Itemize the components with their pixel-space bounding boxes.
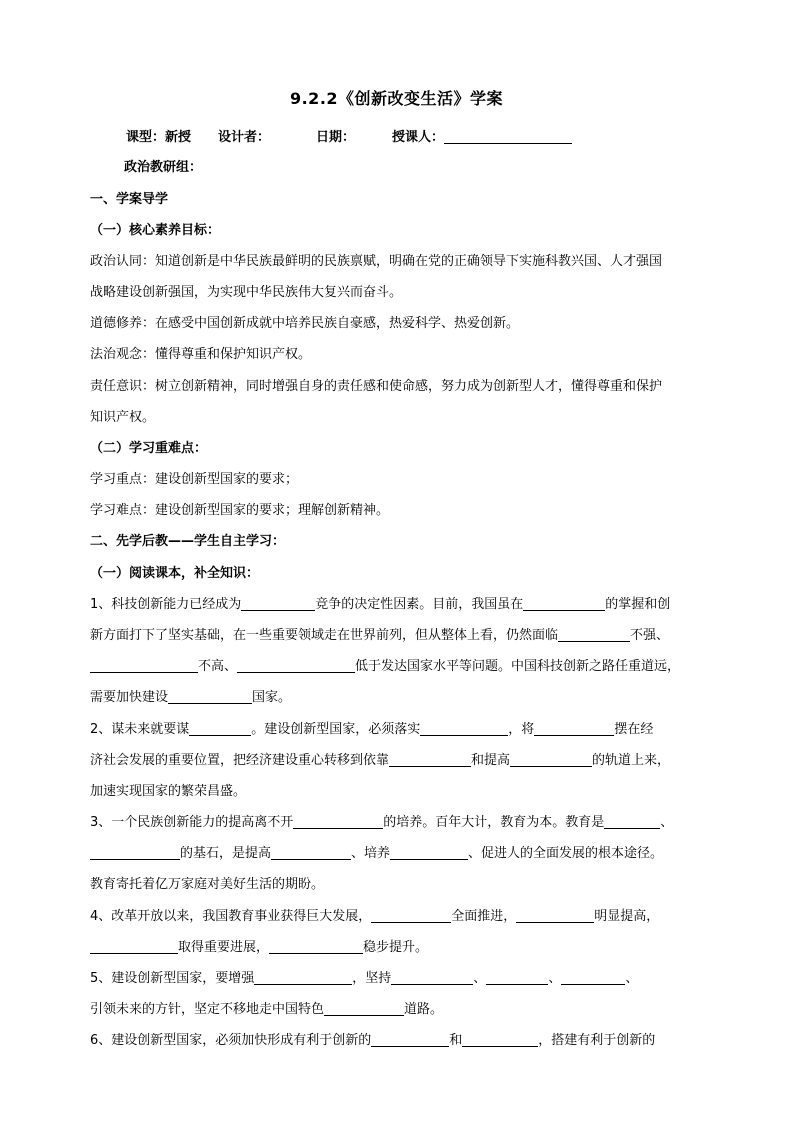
paragraph: 道德修养：在感受中国创新成就中培养民族自豪感，热爱科学、热爱创新。 (90, 316, 520, 331)
fill-blank[interactable] (254, 970, 352, 985)
paragraph: 战略建设创新强国，为实现中华民族伟大复兴而奋斗。 (90, 285, 403, 300)
question-line: 加速实现国家的繁荣昌盛。 (90, 784, 247, 799)
question-line: 不高、 低于发达国家水平等问题。中国科技创新之路任重道远， (90, 655, 702, 674)
paragraph: 学习难点：建设创新型国家的要求；理解创新精神。 (90, 503, 390, 518)
fill-blank[interactable] (561, 970, 625, 985)
teacher-blank[interactable] (444, 129, 572, 144)
fill-blank[interactable] (271, 845, 351, 860)
fill-blank[interactable] (420, 721, 508, 736)
question-line: 3、一个民族创新能力的提高离不开 的培养。百年大计，教育为本。教育是 、 (90, 815, 674, 830)
fill-blank[interactable] (516, 908, 594, 923)
question-line: 引领未来的方针，坚定不移地走中国特色 道路。 (90, 1002, 444, 1017)
course-type: 课型：新授 (126, 130, 192, 145)
fill-blank[interactable] (371, 1032, 449, 1047)
date-label: 日期： (316, 130, 356, 145)
question-line: 需要加快建设 国家。 (90, 690, 292, 705)
question-line: 济社会发展的重要位置，把经济建设重心转移到依靠 和提高 的轨道上来， (90, 753, 671, 768)
question-line: 取得重要进展， 稳步提升。 (90, 936, 428, 955)
question-line: 1、科技创新能力已经成为 竞争的决定性因素。目前，我国虽在 的掌握和创 (90, 597, 671, 612)
question-line: 4、改革开放以来，我国教育事业获得巨大发展， 全面推进， 明显提高， (90, 909, 660, 924)
fill-blank[interactable] (371, 908, 451, 923)
fill-blank[interactable] (189, 721, 251, 736)
fill-blank[interactable] (558, 627, 630, 642)
designer-label: 设计者： (218, 130, 271, 145)
fill-blank[interactable] (241, 596, 315, 611)
fill-blank[interactable] (389, 752, 471, 767)
fill-blank[interactable] (462, 1032, 538, 1047)
paragraph: 法治观念：懂得尊重和保护知识产权。 (90, 347, 312, 362)
doc-title: 9.2.2《创新改变生活》学案 (289, 89, 504, 108)
fill-blank[interactable] (237, 658, 355, 673)
subsection-heading: （二）学习重难点： (90, 441, 208, 456)
fill-blank[interactable] (90, 845, 180, 860)
question-line: 2、谋未来就要谋 。建设创新型国家，必须落实 ，将 摆在经 (90, 722, 654, 737)
question-line: 教育寄托着亿万家庭对美好生活的期盼。 (90, 877, 325, 892)
question-line: 新方面打下了坚实基础，在一些重要领域走在世界前列，但从整体上看，仍然面临 不强、 (90, 628, 670, 643)
subsection-heading: （一）阅读课本，补全知识： (90, 566, 260, 581)
fill-blank[interactable] (391, 970, 473, 985)
question-line: 6、建设创新型国家，必须加快形成有利于创新的 和 ，搭建有利于创新的 (90, 1033, 656, 1048)
fill-blank[interactable] (269, 939, 363, 954)
fill-blank[interactable] (90, 658, 198, 673)
fill-blank[interactable] (90, 939, 178, 954)
fill-blank[interactable] (293, 814, 383, 829)
fill-blank[interactable] (486, 970, 548, 985)
fill-blank[interactable] (324, 1001, 404, 1016)
fill-blank[interactable] (390, 845, 468, 860)
section-heading: 一、学案导学 (90, 192, 169, 207)
fill-blank[interactable] (523, 596, 605, 611)
paragraph: 政治认同：知道创新是中华民族最鲜明的民族禀赋，明确在党的正确领导下实施科教兴国、人才强国 (90, 254, 663, 269)
paragraph: 知识产权。 (90, 410, 156, 425)
fill-blank[interactable] (168, 689, 252, 704)
subsection-heading: （一）核心素养目标： (90, 223, 221, 238)
fill-blank[interactable] (604, 814, 660, 829)
question-line: 的基石，是提高 、培养 、促进人的全面发展的根本途径。 (90, 842, 702, 861)
fill-blank[interactable] (534, 721, 614, 736)
paragraph: 学习重点：建设创新型国家的要求； (90, 472, 299, 487)
section-heading: 二、先学后教——学生自主学习： (90, 534, 286, 549)
teacher-label: 授课人： (392, 126, 572, 145)
question-line: 5、建设创新型国家，要增强 ，坚持 、 、 、 (90, 971, 639, 986)
paragraph: 责任意识：树立创新精神，同时增强自身的责任感和使命感，努力成为创新型人才，懂得尊重和保护 (90, 379, 663, 394)
fill-blank[interactable] (510, 752, 592, 767)
group-label: 政治教研组： (124, 160, 203, 175)
